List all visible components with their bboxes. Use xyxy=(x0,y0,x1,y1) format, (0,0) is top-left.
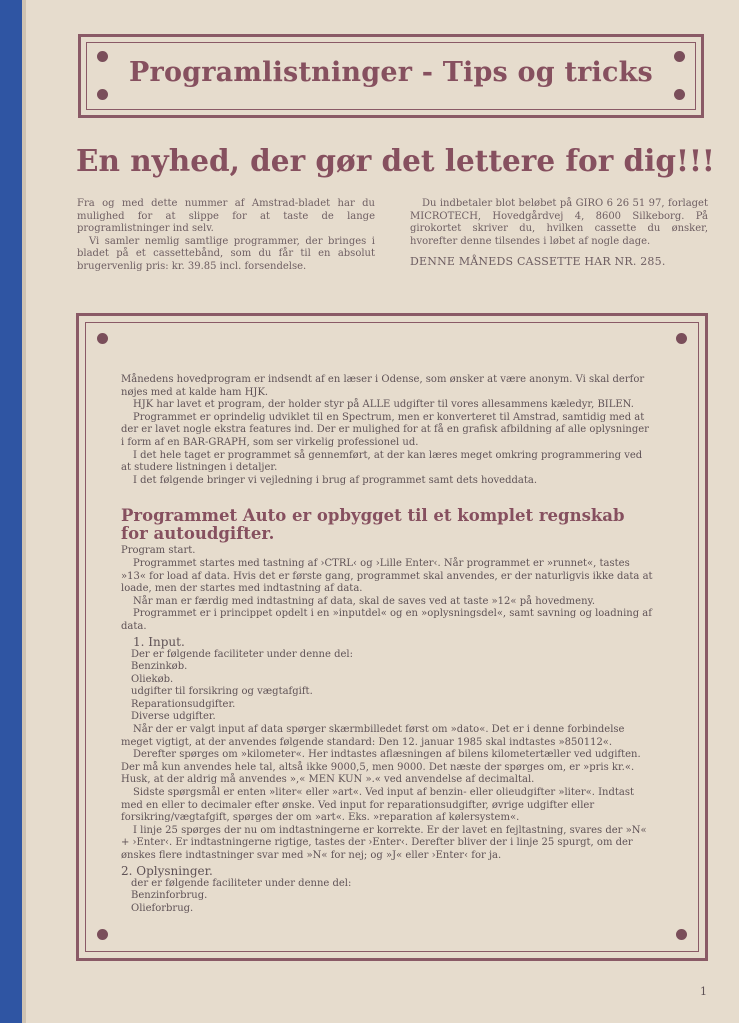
section-heading-input: 1. Input. xyxy=(133,634,185,649)
article-body xyxy=(121,374,655,915)
list-intro: Der er følgende faciliteter under denne del: xyxy=(131,648,353,660)
header-frame xyxy=(78,34,704,118)
article-paragraph: I det hele taget er programmet så gennemført, at der kan læres meget omkring programmering ved at studere listningen i detaljer. xyxy=(121,449,643,474)
ornament-dot xyxy=(676,333,687,344)
payment-paragraph: Du indbetaler blot beløbet på GIRO 6 26 51 97, forlaget MICROTECH, Hovedgårdvej 4, 8600 Silkeborg. På girokortet skriver du, hvilken cassette du ønsker, hvorefter denne tilsendes i løbet af nogle dage. xyxy=(410,198,708,247)
section-title: Programlistninger - Tips og tricks xyxy=(129,57,653,88)
page-number: 1 xyxy=(700,985,707,998)
intro-left-column xyxy=(77,198,375,274)
ornament-dot xyxy=(676,929,687,940)
article-paragraph: Derefter spørges om »kilometer«. Her indtastes aflæsningen af bilens kilometertæller ved udgiften. Der må kun anvendes hele tal, altså ikke 9000,5, men 9000. Det næste der spørges om, er »pris kr.«. Husk, at der aldrig må anvendes »,« MEN KUN ».« ved anvendelse af decimaltal. xyxy=(121,749,641,786)
input-facilities-list xyxy=(121,649,655,725)
list-item: Olieforbrug. xyxy=(131,902,194,914)
program-start-label: Program start. xyxy=(121,545,196,557)
section-heading-oplysninger: 2. Oplysninger. xyxy=(121,863,213,878)
list-item: Benzinforbrug. xyxy=(131,890,208,902)
oplysninger-facilities-list xyxy=(121,878,655,916)
list-intro: der er følgende faciliteter under denne del: xyxy=(131,877,352,889)
list-item: Benzinkøb. xyxy=(131,661,188,673)
ornament-dot xyxy=(97,89,108,100)
intro-paragraph: Vi samler nemlig samtlige programmer, der bringes i bladet på et cassettebånd, som du får til en absolut brugervenlig pris: kr. 39.85 incl. forsendelse. xyxy=(77,235,375,272)
ornament-dot xyxy=(97,929,108,940)
article-paragraph: Sidste spørgsmål er enten »liter« eller »art«. Ved input af benzin- eller olieudgifter »liter«. Indtast med en eller to decimaler efter ønske. Ved input for reparationsudgifter, øvrige udgifter eller forsikring/vægtafgift, spørges der om »art«. Eks. »reparation af kølersystem«. xyxy=(121,787,634,824)
list-item: udgifter til forsikring og vægtafgift. xyxy=(131,686,313,698)
ornament-dot xyxy=(674,89,685,100)
article-paragraph: Når man er færdig med indtastning af data, skal de saves ved at taste »12« på hovedmeny. xyxy=(133,595,596,607)
intro-paragraph: Fra og med dette nummer af Amstrad-bladet har du mulighed for at slippe for at taste de lange programlistninger ind selv. xyxy=(77,198,375,235)
article-paragraph: Månedens hovedprogram er indsendt af en læser i Odense, som ønsker at være anonym. Vi skal derfor nøjes med at kalde ham HJK. xyxy=(121,374,645,398)
ornament-dot xyxy=(97,333,108,344)
list-item: Diverse udgifter. xyxy=(131,711,216,723)
headline: En nyhed, der gør det lettere for dig!!! xyxy=(76,143,715,178)
article-paragraph: I linje 25 spørges der nu om indtastningerne er korrekte. Er der lavet en fejltastning, svares der »N« + ›Enter‹. Er indtastningerne rigtige, tastes der ›Enter‹. Derefter bliver der i linje 25 spurgt, om der ønskes flere indtastninger svar med »N« for nej; og »J« eller ›Enter‹ for ja. xyxy=(121,824,647,861)
article-paragraph: Programmet er oprindelig udviklet til en Spectrum, men er konverteret til Amstrad, samtidig med at der er lavet nogle ekstra features ind. Der er mulighed for at få en grafisk afbildning af alle oplysninger i form af en BAR-GRAPH, som ser virkelig professionel ud. xyxy=(121,411,649,448)
article-paragraph: I det følgende bringer vi vejledning i brug af programmet samt dets hoveddata. xyxy=(133,474,538,486)
cassette-note: DENNE MÅNEDS CASSETTE HAR NR. 285. xyxy=(410,255,666,269)
list-item: Oliekøb. xyxy=(131,673,174,685)
article-paragraph: Når der er valgt input af data spørger skærmbilledet først om »dato«. Det er i denne forbindelse meget vigtigt, at der anvendes følgende standard: Den 12. januar 1985 skal indtastes »850112«. xyxy=(121,724,625,748)
intro-right-column xyxy=(410,198,708,269)
article-subheading: Programmet Auto er opbygget til et komplet regnskab for autoudgifter. xyxy=(121,506,625,544)
article-paragraph: Programmet er i princippet opdelt i en »inputdel« og en »oplysningsdel«, samt savning og loadning af data. xyxy=(121,608,652,632)
article-paragraph: Programmet startes med tastning af ›CTRL‹ og ›Lille Enter‹. Når programmet er »runnet«, tastes »13« for load af data. Hvis det er første gang, programmet skal anvendes, er der naturligvis ikke data at loade, men der startes med indtastning af data. xyxy=(121,557,653,595)
article-paragraph: HJK har lavet et program, der holder styr på ALLE udgifter til vores allesammens kæledyr, BILEN. xyxy=(133,399,634,411)
page-edge xyxy=(22,0,26,1023)
binding-spine xyxy=(0,0,22,1023)
list-item: Reparationsudgifter. xyxy=(131,698,236,710)
